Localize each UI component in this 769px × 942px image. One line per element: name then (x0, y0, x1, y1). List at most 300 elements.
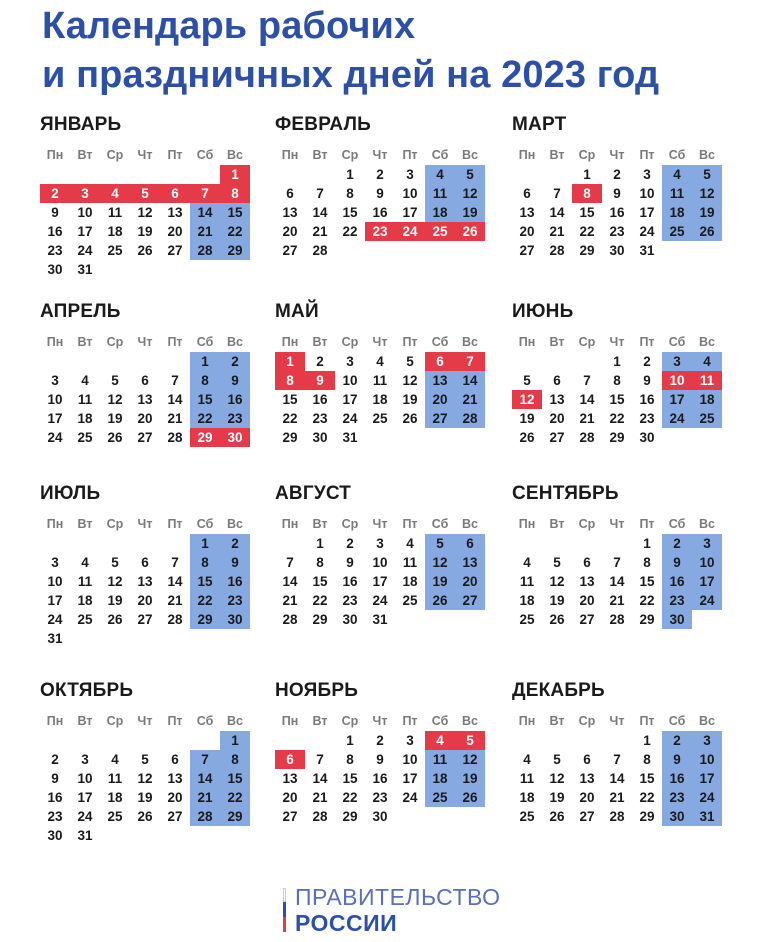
weekend-day-cell: 14 (190, 203, 220, 222)
day-cell: 27 (579, 809, 595, 824)
weekend-day-cell: 2 (662, 731, 692, 750)
day-cell: 12 (137, 205, 153, 220)
weekend-day-cell: 27 (455, 591, 485, 610)
weekend-day-cell: 13 (425, 371, 455, 390)
day-cell: 1 (643, 733, 651, 748)
day-cell: 20 (167, 224, 183, 239)
weekday-header: Ср (341, 517, 359, 531)
day-cell: 5 (523, 373, 531, 388)
weekend-day-cell: 23 (662, 591, 692, 610)
holiday-day-cell: 4 (100, 184, 130, 203)
day-cell: 1 (613, 354, 621, 369)
holiday-day-cell: 26 (455, 222, 485, 241)
month-grid (512, 712, 722, 826)
day-cell: 11 (77, 392, 93, 407)
day-cell: 7 (286, 555, 294, 570)
day-cell: 20 (282, 790, 298, 805)
day-cell: 7 (171, 373, 179, 388)
holiday-day-cell: 2 (40, 184, 70, 203)
day-cell: 4 (376, 354, 384, 369)
weekend-day-cell: 5 (692, 165, 722, 184)
month-name: МАРТ (512, 114, 567, 135)
weekend-day-cell: 18 (425, 769, 455, 788)
day-cell: 3 (643, 167, 651, 182)
day-cell: 5 (141, 752, 149, 767)
day-cell: 18 (77, 411, 93, 426)
day-cell: 21 (167, 411, 183, 426)
weekday-header: Вс (227, 714, 243, 728)
month-name: ФЕВРАЛЬ (275, 114, 371, 135)
day-cell: 8 (643, 555, 651, 570)
day-cell: 30 (609, 243, 625, 258)
weekday-header: Чт (137, 335, 153, 349)
weekday-header: Пн (518, 335, 536, 349)
day-cell: 20 (519, 224, 535, 239)
weekday-header: Вс (227, 148, 243, 162)
weekend-day-cell: 29 (190, 610, 220, 629)
weekday-header: Пт (167, 335, 183, 349)
month-1 (40, 112, 250, 279)
weekday-header: Вт (549, 148, 565, 162)
weekend-day-cell: 24 (662, 409, 692, 428)
weekend-day-cell: 25 (692, 409, 722, 428)
weekday-header: Чт (372, 714, 388, 728)
day-cell: 30 (342, 612, 358, 627)
holiday-day-cell: 1 (275, 352, 305, 371)
weekend-day-cell: 24 (692, 788, 722, 807)
weekday-header: Сб (431, 714, 449, 728)
day-cell: 7 (316, 752, 324, 767)
day-cell: 13 (167, 205, 183, 220)
weekday-header: Чт (609, 148, 625, 162)
weekend-day-cell: 28 (190, 807, 220, 826)
day-cell: 26 (402, 411, 418, 426)
day-cell: 6 (141, 555, 149, 570)
weekday-header: Ср (341, 148, 359, 162)
weekday-header: Чт (372, 517, 388, 531)
page-title (42, 2, 659, 100)
weekend-day-cell: 8 (190, 371, 220, 390)
day-cell: 6 (583, 752, 591, 767)
day-cell: 21 (549, 224, 565, 239)
month-name: ИЮЛЬ (40, 483, 101, 504)
weekday-header: Пн (518, 714, 536, 728)
day-cell: 26 (137, 243, 153, 258)
day-cell: 24 (372, 593, 388, 608)
weekday-header: Чт (137, 148, 153, 162)
day-cell: 24 (47, 430, 63, 445)
day-cell: 4 (81, 555, 89, 570)
weekday-header: Вс (462, 517, 478, 531)
day-cell: 29 (639, 612, 655, 627)
month-grid (275, 515, 485, 629)
day-cell: 13 (137, 574, 153, 589)
weekday-header: Ср (578, 517, 596, 531)
day-cell: 27 (167, 243, 183, 258)
weekend-day-cell: 2 (220, 352, 250, 371)
day-cell: 22 (609, 411, 625, 426)
day-cell: 31 (372, 612, 388, 627)
day-cell: 12 (107, 392, 123, 407)
day-cell: 9 (51, 205, 59, 220)
day-cell: 25 (107, 809, 123, 824)
day-cell: 14 (167, 392, 183, 407)
weekend-day-cell: 9 (220, 371, 250, 390)
weekday-header: Пт (639, 335, 655, 349)
weekday-header: Ср (106, 517, 124, 531)
day-cell: 27 (579, 612, 595, 627)
day-cell: 16 (372, 771, 388, 786)
weekend-day-cell: 1 (220, 731, 250, 750)
day-cell: 20 (282, 224, 298, 239)
day-cell: 17 (342, 392, 358, 407)
day-cell: 30 (372, 809, 388, 824)
weekday-header: Пт (402, 517, 418, 531)
weekday-header: Пт (402, 714, 418, 728)
day-cell: 11 (402, 555, 418, 570)
day-cell: 28 (549, 243, 565, 258)
weekend-day-cell: 9 (662, 553, 692, 572)
month-name: ОКТЯБРЬ (40, 680, 134, 701)
day-cell: 7 (171, 555, 179, 570)
day-cell: 15 (342, 205, 358, 220)
day-cell: 25 (519, 809, 535, 824)
day-cell: 10 (77, 205, 93, 220)
day-cell: 5 (111, 373, 119, 388)
day-cell: 28 (282, 612, 298, 627)
holiday-day-cell: 25 (425, 222, 455, 241)
weekday-header: Вс (462, 148, 478, 162)
weekend-day-cell: 11 (425, 750, 455, 769)
weekend-day-cell: 29 (220, 807, 250, 826)
day-cell: 28 (579, 430, 595, 445)
weekend-day-cell: 15 (190, 572, 220, 591)
day-cell: 21 (167, 593, 183, 608)
day-cell: 10 (47, 574, 63, 589)
weekday-header: Чт (609, 517, 625, 531)
day-cell: 14 (167, 574, 183, 589)
weekday-header: Вс (699, 335, 715, 349)
weekend-day-cell: 26 (692, 222, 722, 241)
day-cell: 2 (316, 354, 324, 369)
day-cell: 30 (47, 828, 63, 843)
day-cell: 1 (346, 167, 354, 182)
day-cell: 28 (312, 809, 328, 824)
month-grid (512, 146, 722, 260)
weekday-header: Пт (639, 148, 655, 162)
day-cell: 7 (583, 373, 591, 388)
day-cell: 26 (107, 430, 123, 445)
weekend-day-cell: 28 (455, 409, 485, 428)
day-cell: 25 (77, 430, 93, 445)
day-cell: 28 (167, 430, 183, 445)
day-cell: 31 (639, 243, 655, 258)
holiday-day-cell: 9 (305, 371, 335, 390)
day-cell: 5 (406, 354, 414, 369)
weekend-day-cell: 23 (220, 591, 250, 610)
weekend-day-cell: 12 (455, 184, 485, 203)
day-cell: 28 (609, 809, 625, 824)
month-11 (275, 678, 485, 826)
weekday-header: Пн (46, 714, 64, 728)
day-cell: 9 (376, 186, 384, 201)
day-cell: 14 (312, 205, 328, 220)
weekend-day-cell: 19 (455, 769, 485, 788)
weekday-header: Ср (341, 335, 359, 349)
day-cell: 25 (107, 243, 123, 258)
logo-line-2: РОССИИ (295, 910, 398, 936)
day-cell: 9 (643, 373, 651, 388)
holiday-day-cell: 5 (130, 184, 160, 203)
weekend-day-cell: 16 (662, 769, 692, 788)
day-cell: 5 (553, 555, 561, 570)
weekend-day-cell: 22 (190, 591, 220, 610)
day-cell: 3 (51, 373, 59, 388)
day-cell: 17 (639, 205, 655, 220)
day-cell: 21 (312, 790, 328, 805)
day-cell: 2 (376, 167, 384, 182)
day-cell: 20 (137, 411, 153, 426)
day-cell: 26 (549, 809, 565, 824)
weekday-header: Чт (372, 335, 388, 349)
day-cell: 16 (372, 205, 388, 220)
day-cell: 13 (519, 205, 535, 220)
day-cell: 19 (549, 790, 565, 805)
day-cell: 25 (372, 411, 388, 426)
day-cell: 24 (342, 411, 358, 426)
holiday-day-cell: 3 (70, 184, 100, 203)
day-cell: 10 (639, 186, 655, 201)
month-5 (275, 299, 485, 447)
weekend-day-cell: 30 (662, 610, 692, 629)
weekday-header: Вт (77, 714, 93, 728)
weekend-day-cell: 8 (190, 553, 220, 572)
day-cell: 9 (613, 186, 621, 201)
weekday-header: Пн (46, 335, 64, 349)
weekend-day-cell: 5 (425, 534, 455, 553)
weekend-day-cell: 7 (190, 750, 220, 769)
day-cell: 12 (549, 771, 565, 786)
day-cell: 27 (167, 809, 183, 824)
holiday-day-cell: 6 (425, 352, 455, 371)
weekend-day-cell: 4 (425, 165, 455, 184)
day-cell: 8 (346, 186, 354, 201)
weekend-day-cell: 10 (692, 553, 722, 572)
day-cell: 18 (372, 392, 388, 407)
day-cell: 17 (77, 224, 93, 239)
holiday-day-cell: 6 (160, 184, 190, 203)
day-cell: 26 (137, 809, 153, 824)
month-name: ИЮНЬ (512, 301, 574, 322)
day-cell: 17 (372, 574, 388, 589)
weekday-header: Сб (196, 517, 214, 531)
weekend-day-cell: 20 (455, 572, 485, 591)
day-cell: 22 (282, 411, 298, 426)
month-name: НОЯБРЬ (275, 680, 359, 701)
day-cell: 4 (523, 752, 531, 767)
weekday-header: Чт (609, 335, 625, 349)
month-grid (40, 333, 250, 447)
day-cell: 7 (613, 555, 621, 570)
weekend-day-cell: 31 (692, 807, 722, 826)
day-cell: 23 (639, 411, 655, 426)
day-cell: 20 (167, 790, 183, 805)
weekday-header: Ср (578, 335, 596, 349)
day-cell: 21 (579, 411, 595, 426)
day-cell: 28 (609, 612, 625, 627)
day-cell: 25 (77, 612, 93, 627)
weekday-header: Ср (341, 714, 359, 728)
month-3 (512, 112, 722, 260)
weekday-header: Сб (668, 335, 686, 349)
weekday-header: Пн (281, 148, 299, 162)
day-cell: 29 (312, 612, 328, 627)
day-cell: 16 (342, 574, 358, 589)
weekday-header: Вс (462, 714, 478, 728)
month-2 (275, 112, 485, 260)
holiday-day-cell: 23 (365, 222, 395, 241)
day-cell: 20 (579, 790, 595, 805)
month-name: ДЕКАБРЬ (512, 680, 605, 701)
weekend-day-cell: 19 (425, 572, 455, 591)
weekend-day-cell: 25 (425, 788, 455, 807)
month-12 (512, 678, 722, 826)
day-cell: 21 (282, 593, 298, 608)
weekday-header: Вт (312, 714, 328, 728)
weekday-header: Вт (549, 335, 565, 349)
month-name: СЕНТЯБРЬ (512, 483, 619, 504)
weekday-header: Вт (77, 517, 93, 531)
month-grid (40, 146, 250, 279)
day-cell: 31 (77, 262, 93, 277)
weekday-header: Вс (699, 148, 715, 162)
weekend-day-cell: 10 (692, 750, 722, 769)
weekend-day-cell: 21 (455, 390, 485, 409)
day-cell: 26 (549, 612, 565, 627)
weekend-day-cell: 18 (692, 390, 722, 409)
day-cell: 21 (609, 593, 625, 608)
day-cell: 4 (406, 536, 414, 551)
day-cell: 9 (51, 771, 59, 786)
month-grid (512, 515, 722, 629)
weekend-day-cell: 5 (455, 165, 485, 184)
weekday-header: Сб (668, 517, 686, 531)
weekday-header: Чт (609, 714, 625, 728)
day-cell: 27 (137, 612, 153, 627)
month-name: МАЙ (275, 301, 319, 322)
day-cell: 20 (137, 593, 153, 608)
title-line-1: Календарь рабочих (42, 5, 416, 47)
day-cell: 18 (77, 593, 93, 608)
day-cell: 11 (372, 373, 388, 388)
weekend-day-cell: 2 (662, 534, 692, 553)
day-cell: 13 (137, 392, 153, 407)
day-cell: 24 (639, 224, 655, 239)
weekend-day-cell: 1 (190, 352, 220, 371)
day-cell: 11 (77, 574, 93, 589)
day-cell: 27 (519, 243, 535, 258)
weekday-header: Вс (462, 335, 478, 349)
day-cell: 6 (141, 373, 149, 388)
day-cell: 19 (137, 790, 153, 805)
weekday-header: Пн (281, 714, 299, 728)
day-cell: 11 (519, 771, 535, 786)
day-cell: 1 (643, 536, 651, 551)
day-cell: 24 (77, 809, 93, 824)
weekday-header: Вс (227, 517, 243, 531)
weekday-header: Вт (312, 335, 328, 349)
month-10 (40, 678, 250, 845)
weekday-header: Сб (196, 714, 214, 728)
day-cell: 11 (519, 574, 535, 589)
day-cell: 7 (553, 186, 561, 201)
day-cell: 10 (77, 771, 93, 786)
holiday-day-cell: 1 (220, 165, 250, 184)
day-cell: 3 (376, 536, 384, 551)
day-cell: 2 (51, 752, 59, 767)
day-cell: 13 (282, 771, 298, 786)
day-cell: 15 (579, 205, 595, 220)
weekend-day-cell: 4 (692, 352, 722, 371)
day-cell: 16 (609, 205, 625, 220)
weekday-header: Чт (137, 517, 153, 531)
day-cell: 31 (47, 631, 63, 646)
day-cell: 22 (342, 224, 358, 239)
weekday-header: Пн (518, 148, 536, 162)
day-cell: 29 (282, 430, 298, 445)
day-cell: 22 (312, 593, 328, 608)
day-cell: 23 (47, 243, 63, 258)
weekday-header: Вт (77, 335, 93, 349)
month-9 (512, 481, 722, 629)
weekend-day-cell: 21 (190, 788, 220, 807)
weekday-header: Сб (431, 517, 449, 531)
holiday-day-cell: 5 (455, 731, 485, 750)
weekend-day-cell: 16 (220, 390, 250, 409)
day-cell: 23 (609, 224, 625, 239)
weekday-header: Ср (578, 714, 596, 728)
holiday-day-cell: 6 (275, 750, 305, 769)
day-cell: 13 (549, 392, 565, 407)
day-cell: 21 (312, 224, 328, 239)
holiday-day-cell: 4 (425, 731, 455, 750)
day-cell: 29 (639, 809, 655, 824)
weekday-header: Вт (312, 148, 328, 162)
day-cell: 6 (583, 555, 591, 570)
day-cell: 10 (47, 392, 63, 407)
weekend-day-cell: 6 (455, 534, 485, 553)
day-cell: 12 (107, 574, 123, 589)
day-cell: 23 (47, 809, 63, 824)
day-cell: 29 (342, 809, 358, 824)
holiday-day-cell: 24 (395, 222, 425, 241)
month-4 (40, 299, 250, 447)
weekend-day-cell: 2 (220, 534, 250, 553)
day-cell: 2 (346, 536, 354, 551)
weekday-header: Ср (106, 714, 124, 728)
day-cell: 5 (553, 752, 561, 767)
weekend-day-cell: 14 (190, 769, 220, 788)
day-cell: 18 (402, 574, 418, 589)
weekend-day-cell: 3 (692, 534, 722, 553)
weekend-day-cell: 20 (425, 390, 455, 409)
day-cell: 30 (639, 430, 655, 445)
weekend-day-cell: 30 (662, 807, 692, 826)
weekday-header: Пн (46, 148, 64, 162)
weekend-day-cell: 18 (425, 203, 455, 222)
month-grid (40, 712, 250, 845)
weekday-header: Вт (549, 517, 565, 531)
